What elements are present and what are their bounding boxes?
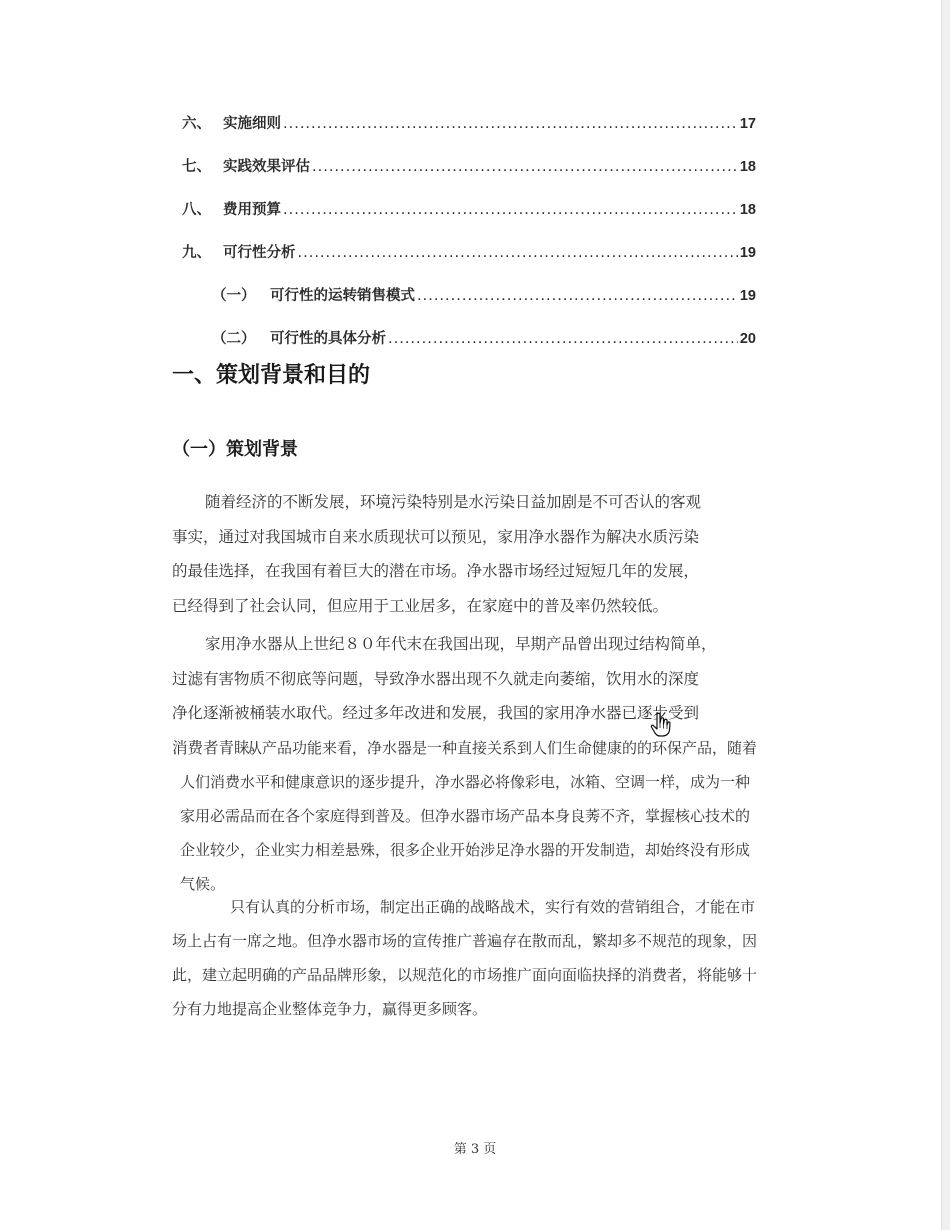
toc-row[interactable] <box>182 241 756 262</box>
text-line: 家用必需品而在各个家庭得到普及。但净水器市场产品本身良莠不齐，掌握核心技术的 <box>180 807 751 825</box>
text-line: 的最佳选择，在我国有着巨大的潜在市场。净水器市场经过短短几年的发展， <box>172 562 700 580</box>
text-line: 只有认真的分析市场，制定出正确的战略战术，实行有效的营销组合，才能在市 <box>230 898 756 916</box>
toc-number: （一） <box>212 288 256 304</box>
paragraph <box>172 627 717 731</box>
text-line: 事实，通过对我国城市自来水质现状可以预见，家用净水器作为解决水质污染 <box>172 527 700 546</box>
hand-cursor-icon <box>650 712 672 738</box>
text-line: 净化逐渐被桶装水取代。经过多年改进和发展，我国的家用净水器已逐步受到 <box>172 704 700 722</box>
toc-leader-dots <box>312 159 738 175</box>
scrollbar[interactable] <box>941 0 950 1230</box>
toc-leader-dots <box>388 331 738 347</box>
text-line: 此，建立起明确的产品品牌形象，以规范化的市场推广面向面临抉择的消费者，将能够十 <box>172 966 758 984</box>
text-line: 人们消费水平和健康意识的逐步提升，净水器必将像彩电，冰箱、空调一样，成为一种 <box>180 773 751 791</box>
toc-page-number: 17 <box>739 116 756 132</box>
text-line: 过滤有害物质不彻底等问题，导致净水器出现不久就走向萎缩，饮用水的深度 <box>172 669 700 688</box>
toc-number: 六、 <box>182 116 211 132</box>
paragraph <box>180 765 750 901</box>
toc-number: 七、 <box>182 159 211 175</box>
text-line: 企业较少，企业实力相差悬殊，很多企业开始涉足净水器的开发制造，却始终没有形成 <box>180 841 751 859</box>
text-line: 气候。 <box>180 875 226 893</box>
toc-page-number: 20 <box>739 331 756 347</box>
toc-title: 可行性的运转销售模式 <box>270 288 415 304</box>
toc-number: 八、 <box>182 202 211 218</box>
text-line: 消费者青睐。 <box>172 739 266 757</box>
toc-leader-dots <box>283 116 738 132</box>
toc-page-number: 18 <box>739 159 756 175</box>
toc-number: 九、 <box>182 245 211 261</box>
paragraph <box>172 485 701 623</box>
toc-title: 可行性分析 <box>223 245 296 261</box>
text-line: 从产品功能来看，净水器是一种直接关系到人们生命健康的的环保产品，随着 <box>247 739 758 757</box>
toc-page-number: 19 <box>739 245 756 261</box>
toc-page-number: 18 <box>739 202 756 218</box>
page-number-footer: 第 3 页 <box>453 1142 497 1157</box>
toc-number: （二） <box>212 331 256 347</box>
toc-row[interactable] <box>212 284 756 305</box>
text-line: 随着经济的不断发展，环境污染特别是水污染日益加剧是不可否认的客观 <box>205 493 702 511</box>
toc-row[interactable] <box>182 198 756 219</box>
text-line: 场上占有一席之地。但净水器市场的宣传推广普遍存在散而乱，繁却多不规范的现象，因 <box>172 932 758 950</box>
toc-leader-dots <box>417 288 738 304</box>
toc-title: 实施细则 <box>223 116 281 132</box>
toc-title: 费用预算 <box>223 202 281 218</box>
toc-row[interactable] <box>182 155 756 176</box>
toc-title: 实践效果评估 <box>223 159 310 175</box>
toc-title: 可行性的具体分析 <box>270 331 386 347</box>
toc-page-number: 19 <box>739 288 756 304</box>
paragraph <box>172 890 757 1026</box>
section-heading: 一、策划背景和目的 <box>172 363 371 388</box>
text-line: 家用净水器从上世纪８０年代末在我国出现，早期产品曾出现过结构简单， <box>205 635 717 653</box>
toc-row[interactable] <box>182 112 756 133</box>
text-line: 分有力地提高企业整体竞争力，赢得更多顾客。 <box>172 1000 488 1018</box>
text-line: 已经得到了社会认同，但应用于工业居多，在家庭中的普及率仍然较低。 <box>172 596 669 615</box>
subsection-heading: （一）策划背景 <box>172 439 298 460</box>
toc-row[interactable] <box>212 327 756 348</box>
toc-leader-dots <box>298 245 738 261</box>
toc-leader-dots <box>283 202 738 218</box>
